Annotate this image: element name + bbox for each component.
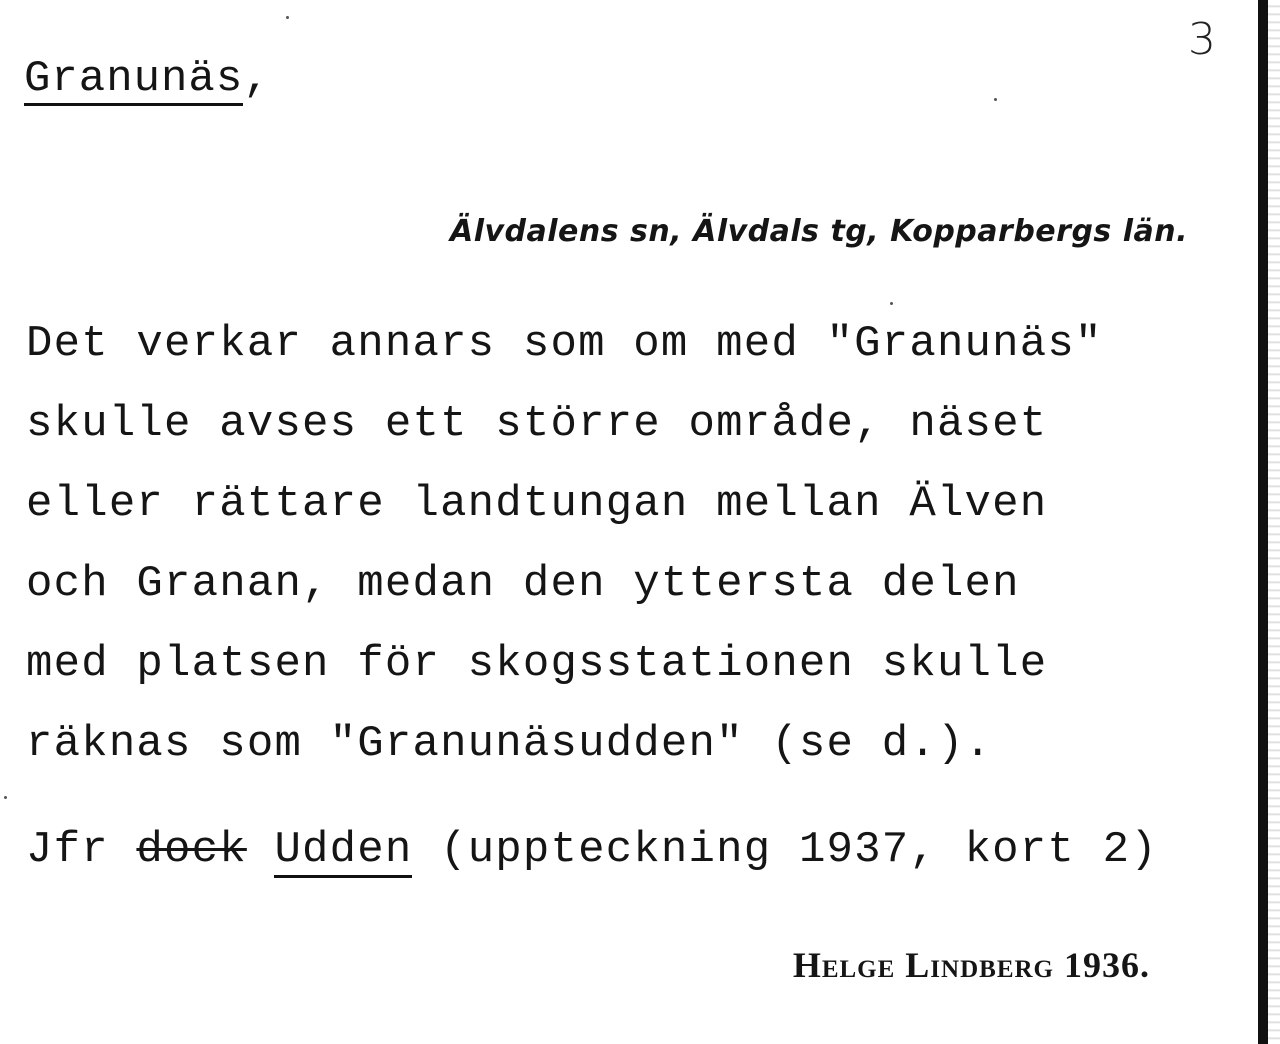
reference-suffix: (uppteckning 1937, kort 2): [412, 825, 1158, 875]
body-line: och Granan, medan den yttersta delen: [26, 559, 1020, 609]
location-line: Älvdalens sn, Älvdals tg, Kopparbergs län.: [449, 214, 1188, 249]
card-edge-noise: [1268, 0, 1280, 1044]
headword-punct: ,: [243, 54, 271, 104]
signature-trailing: .: [1140, 945, 1150, 985]
body-line: Det verkar annars som om med "Granunäs": [26, 319, 1103, 369]
scan-speck: [286, 16, 289, 19]
card-edge-shadow: [1258, 0, 1268, 1044]
struck-word: dock: [136, 825, 247, 875]
body-line: skulle avses ett större område, näset: [26, 399, 1048, 449]
scan-speck: [994, 98, 997, 101]
signature: [793, 944, 1150, 986]
scan-speck: [890, 302, 893, 305]
body-line: med platsen för skogsstationen skulle: [26, 639, 1048, 689]
headword: [24, 54, 271, 106]
reference-prefix: Jfr: [26, 825, 137, 875]
reference-word: Udden: [274, 825, 412, 878]
body-text: [26, 316, 1246, 796]
headword-text: Granunäs: [24, 54, 244, 104]
reference-line: [26, 822, 1158, 878]
scan-speck: [4, 796, 7, 799]
body-line: eller rättare landtungan mellan Älven: [26, 479, 1048, 529]
signature-name: Helge Lindberg: [792, 945, 1054, 985]
page-number: 3: [1188, 14, 1216, 65]
signature-year: 1936: [1064, 945, 1140, 985]
body-line: räknas som "Granunäsudden" (se d.).: [26, 719, 993, 769]
